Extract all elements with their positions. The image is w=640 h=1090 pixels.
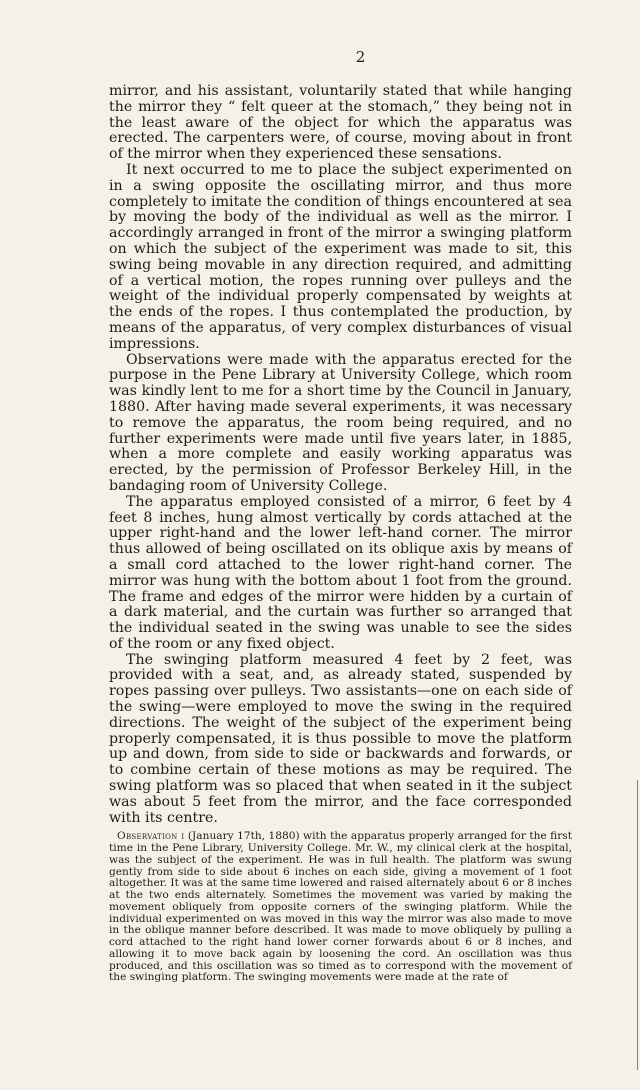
- paragraph: The apparatus employed consisted of a mirror, 6 feet by 4 feet 8 inches, hung almost vertically by cords attached at the upper right-hand and the lower left-hand corner. The mirror thus allowed of being oscillated on its oblique axis by means of a small cord attached to the lower right-hand corner. The mirror was hung with the bottom about 1 foot from the ground. The frame and edges of the mirror were hidden by a curtain of a dark material, and the curtain was further so arranged that the individual seated in the swing was unable to see the sides of the room or any fixed object.: [109, 493, 572, 652]
- observation-label: Observation i: [117, 830, 185, 843]
- paragraph: It next occurred to me to place the subject experimented on in a swing opposite the oscillating mirror, and thus more completely to imitate the condition of things encountered at sea by moving the body of the individual as well as the mirror. I accordingly arranged in front of the mirror a swinging platform on which the subject of the experiment was made to sit, this swing being movable in any direction required, and admitting of a vertical motion, the ropes running over pulleys and the weight of the individual properly compensated by weights at the ends of the ropes. I thus contemplated the production, by means of the apparatus, of very complex disturbances of visual impressions.: [109, 161, 572, 352]
- observation-note: [109, 831, 572, 984]
- page-edge-shadow: [637, 780, 639, 1070]
- observation-text: (January 17th, 1880) with the apparatus properly arranged for the first time in the Pene Library, University College. Mr. W., my clinical clerk at the hospital, was the subject of the experiment. He was in full health. The platform was swung gently from side to side about 6 inches on each side, giving a movement of 1 foot altogether. It was at the same time lowered and raised alternately about 6 or 8 inches at the two ends alternately. Sometimes the movement was varied by making the movement obliquely from opposite corners of the swinging platform. While the individual experimented on was moved in this way the mirror was also made to move in the oblique manner before described. It was made to move obliquely by pulling a cord attached to the right hand lower corner forwards about 6 or 8 inches, and allowing it to move back again by loosening the cord. An oscillation was thus produced, and this oscillation was so timed as to correspond with the movement of the swinging platform. The swinging movements were made at the rate of: [109, 830, 572, 984]
- page-number: 2: [355, 48, 366, 66]
- body-text: [109, 84, 572, 826]
- paragraph: Observations were made with the apparatus erected for the purpose in the Pene Library at University College, which room was kindly lent to me for a short time by the Council in January, 1880. After having made several experiments, it was necessary to remove the apparatus, the room being required, and no further experiments were made until five years later, in 1885, when a more complete and easily working apparatus was erected, by the permission of Professor Berkeley Hill, in the bandaging room of University College.: [109, 351, 572, 494]
- paragraph: The swinging platform measured 4 feet by 2 feet, was provided with a seat, and, as already stated, suspended by ropes passing over pulleys. Two assistants—one on each side of the swing—were employed to move the swing in the required directions. The weight of the subject of the experiment being properly compensated, it is thus possible to move the platform up and down, from side to side or backwards and forwards, or to combine certain of these motions as may be required. The swing platform was so placed that when seated in it the subject was about 5 feet from the mirror, and the face corresponded with its centre.: [109, 651, 572, 826]
- page: [109, 48, 572, 984]
- paragraph: mirror, and his assistant, voluntarily stated that while hanging the mirror they “ felt queer at the stomach,” they being not in the least aware of the object for which the apparatus was erected. The carpenters were, of course, moving about in front of the mirror when they experienced these sensations.: [109, 83, 572, 163]
